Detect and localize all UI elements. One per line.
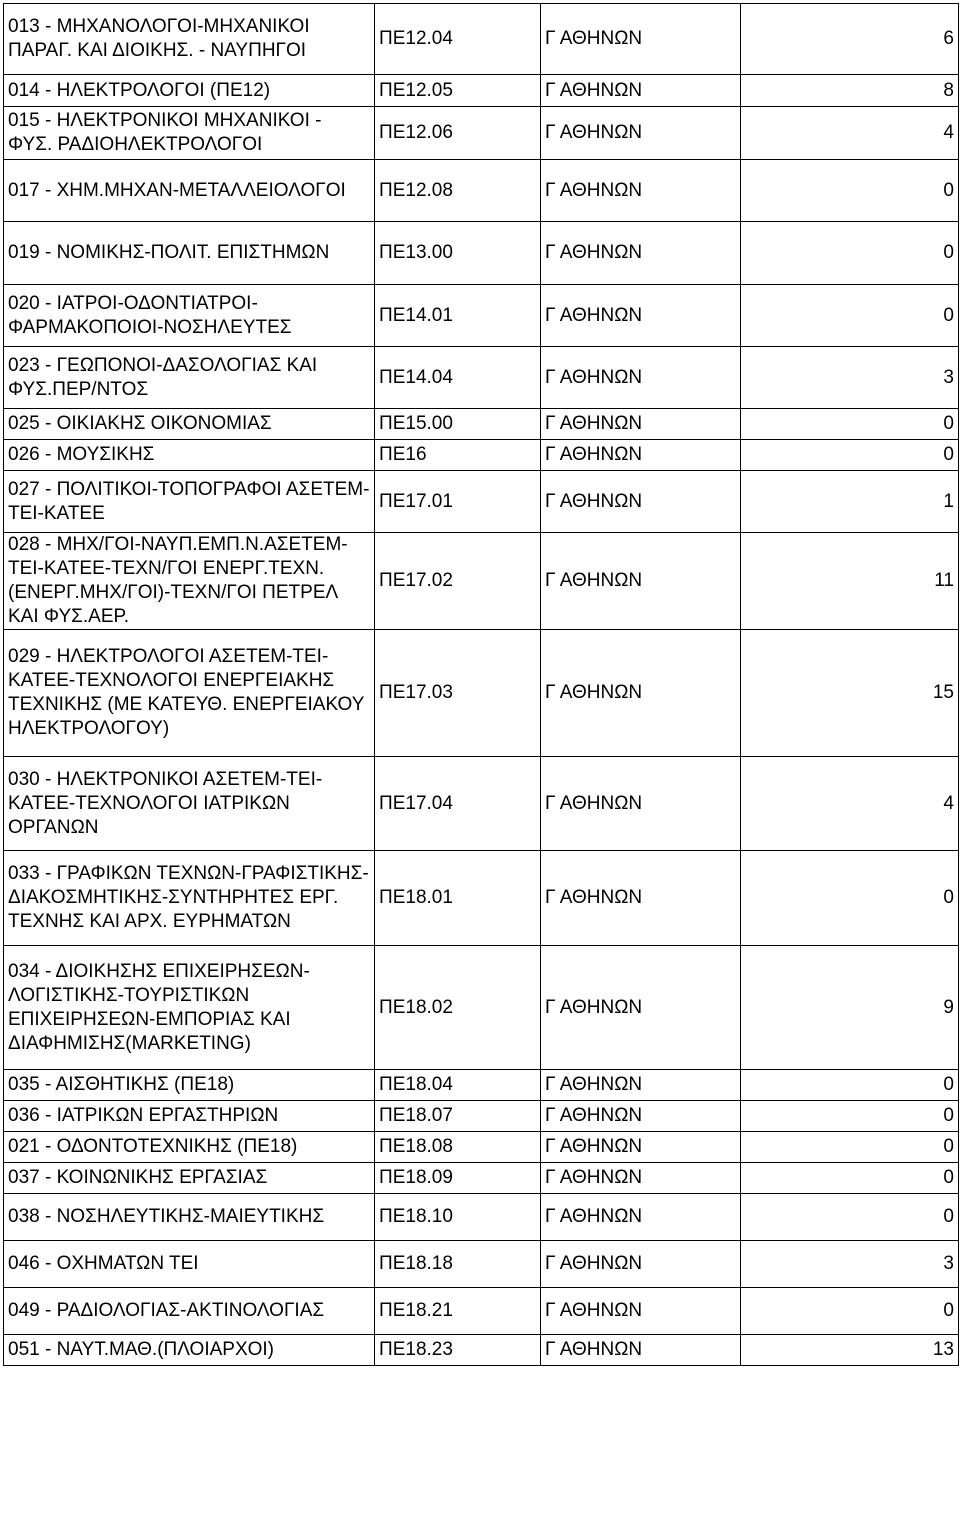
specialty-cell: 029 - ΗΛΕΚΤΡΟΛΟΓΟΙ ΑΣΕΤΕΜ-ΤΕΙ-ΚΑΤΕΕ-ΤΕΧΝΟΛΟΓΟΙ ΕΝΕΡΓΕΙΑΚΗΣ ΤΕΧΝΙΚΗΣ (ΜΕ ΚΑΤΕΥΘ. ΕΝΕΡΓΕΙΑΚΟΥ ΗΛΕΚΤΡΟΛΟΓΟΥ) [4, 630, 375, 757]
count-cell: 0 [741, 851, 959, 946]
table-row [4, 471, 959, 533]
count-cell: 3 [741, 347, 959, 409]
specialty-cell: 034 - ΔΙΟΙΚΗΣΗΣ ΕΠΙΧΕΙΡΗΣΕΩΝ-ΛΟΓΙΣΤΙΚΗΣ-ΤΟΥΡΙΣΤΙΚΩΝ ΕΠΙΧΕΙΡΗΣΕΩΝ-ΕΜΠΟΡΙΑΣ ΚΑΙ ΔΙΑΦΗΜΙΣΗΣ(MARKETING) [4, 946, 375, 1070]
area-cell: Γ ΑΘΗΝΩΝ [541, 75, 741, 107]
area-cell: Γ ΑΘΗΝΩΝ [541, 222, 741, 285]
code-cell: ΠΕ18.09 [375, 1163, 541, 1194]
area-cell: Γ ΑΘΗΝΩΝ [541, 347, 741, 409]
table-row [4, 1288, 959, 1335]
specialty-cell: 015 - ΗΛΕΚΤΡΟΝΙΚΟΙ ΜΗΧΑΝΙΚΟΙ - ΦΥΣ. ΡΑΔΙΟΗΛΕΚΤΡΟΛΟΓΟΙ [4, 107, 375, 160]
code-cell: ΠΕ16 [375, 440, 541, 471]
table-row [4, 757, 959, 851]
table-row [4, 1132, 959, 1163]
table-row [4, 160, 959, 222]
area-cell: Γ ΑΘΗΝΩΝ [541, 160, 741, 222]
area-cell: Γ ΑΘΗΝΩΝ [541, 757, 741, 851]
count-cell: 3 [741, 1241, 959, 1288]
code-cell: ΠΕ18.07 [375, 1101, 541, 1132]
count-cell: 0 [741, 1194, 959, 1241]
area-cell: Γ ΑΘΗΝΩΝ [541, 1335, 741, 1366]
code-cell: ΠΕ18.04 [375, 1070, 541, 1101]
code-cell: ΠΕ18.02 [375, 946, 541, 1070]
code-cell: ΠΕ13.00 [375, 222, 541, 285]
table-row [4, 4, 959, 75]
count-cell: 11 [741, 533, 959, 630]
count-cell: 0 [741, 1132, 959, 1163]
code-cell: ΠΕ12.06 [375, 107, 541, 160]
area-cell: Γ ΑΘΗΝΩΝ [541, 946, 741, 1070]
specialty-cell: 036 - ΙΑΤΡΙΚΩΝ ΕΡΓΑΣΤΗΡΙΩΝ [4, 1101, 375, 1132]
table-row [4, 1194, 959, 1241]
table-row [4, 1335, 959, 1366]
code-cell: ΠΕ17.03 [375, 630, 541, 757]
area-cell: Γ ΑΘΗΝΩΝ [541, 851, 741, 946]
area-cell: Γ ΑΘΗΝΩΝ [541, 1241, 741, 1288]
table-row [4, 440, 959, 471]
table-row [4, 1101, 959, 1132]
table-row [4, 409, 959, 440]
code-cell: ΠΕ18.23 [375, 1335, 541, 1366]
count-cell: 0 [741, 1288, 959, 1335]
area-cell: Γ ΑΘΗΝΩΝ [541, 533, 741, 630]
area-cell: Γ ΑΘΗΝΩΝ [541, 1163, 741, 1194]
code-cell: ΠΕ12.04 [375, 4, 541, 75]
area-cell: Γ ΑΘΗΝΩΝ [541, 107, 741, 160]
specialty-cell: 026 - ΜΟΥΣΙΚΗΣ [4, 440, 375, 471]
specialty-cell: 023 - ΓΕΩΠΟΝΟΙ-ΔΑΣΟΛΟΓΙΑΣ ΚΑΙ ΦΥΣ.ΠΕΡ/ΝΤΟΣ [4, 347, 375, 409]
table-row [4, 222, 959, 285]
count-cell: 0 [741, 160, 959, 222]
area-cell: Γ ΑΘΗΝΩΝ [541, 440, 741, 471]
count-cell: 1 [741, 471, 959, 533]
code-cell: ΠΕ18.10 [375, 1194, 541, 1241]
table-row [4, 533, 959, 630]
code-cell: ΠΕ12.05 [375, 75, 541, 107]
area-cell: Γ ΑΘΗΝΩΝ [541, 1132, 741, 1163]
specialty-cell: 030 - ΗΛΕΚΤΡΟΝΙΚΟΙ ΑΣΕΤΕΜ-ΤΕΙ-ΚΑΤΕΕ-ΤΕΧΝΟΛΟΓΟΙ ΙΑΤΡΙΚΩΝ ΟΡΓΑΝΩΝ [4, 757, 375, 851]
table-row [4, 1163, 959, 1194]
code-cell: ΠΕ18.21 [375, 1288, 541, 1335]
area-cell: Γ ΑΘΗΝΩΝ [541, 1070, 741, 1101]
count-cell: 4 [741, 757, 959, 851]
specialty-cell: 013 - ΜΗΧΑΝΟΛΟΓΟΙ-ΜΗΧΑΝΙΚΟΙ ΠΑΡΑΓ. ΚΑΙ ΔΙΟΙΚΗΣ. - ΝΑΥΠΗΓΟΙ [4, 4, 375, 75]
specialty-cell: 019 - ΝΟΜΙΚΗΣ-ΠΟΛΙΤ. ΕΠΙΣΤΗΜΩΝ [4, 222, 375, 285]
count-cell: 6 [741, 4, 959, 75]
specialty-cell: 049 - ΡΑΔΙΟΛΟΓΙΑΣ-ΑΚΤΙΝΟΛΟΓΙΑΣ [4, 1288, 375, 1335]
area-cell: Γ ΑΘΗΝΩΝ [541, 409, 741, 440]
count-cell: 4 [741, 107, 959, 160]
specialty-cell: 028 - ΜΗΧ/ΓΟΙ-ΝΑΥΠ.ΕΜΠ.Ν.ΑΣΕΤΕΜ-ΤΕΙ-ΚΑΤΕΕ-ΤΕΧΝ/ΓΟΙ ΕΝΕΡΓ.ΤΕΧΝ.(ΕΝΕΡΓ.ΜΗΧ/ΓΟΙ)-ΤΕΧΝ/ΓΟΙ ΠΕΤΡΕΛ ΚΑΙ ΦΥΣ.ΑΕΡ. [4, 533, 375, 630]
specialty-cell: 038 - ΝΟΣΗΛΕΥΤΙΚΗΣ-ΜΑΙΕΥΤΙΚΗΣ [4, 1194, 375, 1241]
count-cell: 15 [741, 630, 959, 757]
specialty-cell: 017 - ΧΗΜ.ΜΗΧΑΝ-ΜΕΤΑΛΛΕΙΟΛΟΓΟΙ [4, 160, 375, 222]
table-row [4, 347, 959, 409]
specialty-cell: 021 - ΟΔΟΝΤΟΤΕΧΝΙΚΗΣ (ΠΕ18) [4, 1132, 375, 1163]
count-cell: 0 [741, 1070, 959, 1101]
specialty-cell: 035 - ΑΙΣΘΗΤΙΚΗΣ (ΠΕ18) [4, 1070, 375, 1101]
specialty-cell: 014 - ΗΛΕΚΤΡΟΛΟΓΟΙ (ΠΕ12) [4, 75, 375, 107]
specialty-cell: 033 - ΓΡΑΦΙΚΩΝ ΤΕΧΝΩΝ-ΓΡΑΦΙΣΤΙΚΗΣ-ΔΙΑΚΟΣΜΗΤΙΚΗΣ-ΣΥΝΤΗΡΗΤΕΣ ΕΡΓ. ΤΕΧΝΗΣ ΚΑΙ ΑΡΧ. ΕΥΡΗΜΑΤΩΝ [4, 851, 375, 946]
code-cell: ΠΕ14.01 [375, 285, 541, 347]
count-cell: 0 [741, 440, 959, 471]
table-row [4, 630, 959, 757]
count-cell: 13 [741, 1335, 959, 1366]
specialty-cell: 046 - ΟΧΗΜΑΤΩΝ ΤΕΙ [4, 1241, 375, 1288]
specialty-cell: 037 - ΚΟΙΝΩΝΙΚΗΣ ΕΡΓΑΣΙΑΣ [4, 1163, 375, 1194]
count-cell: 0 [741, 222, 959, 285]
code-cell: ΠΕ18.08 [375, 1132, 541, 1163]
code-cell: ΠΕ17.04 [375, 757, 541, 851]
specialty-cell: 051 - ΝΑΥΤ.ΜΑΘ.(ΠΛΟΙΑΡΧΟΙ) [4, 1335, 375, 1366]
specialty-cell: 020 - ΙΑΤΡΟΙ-ΟΔΟΝΤΙΑΤΡΟΙ-ΦΑΡΜΑΚΟΠΟΙΟΙ-ΝΟΣΗΛΕΥΤΕΣ [4, 285, 375, 347]
count-cell: 8 [741, 75, 959, 107]
area-cell: Γ ΑΘΗΝΩΝ [541, 1194, 741, 1241]
count-cell: 0 [741, 285, 959, 347]
table-row [4, 1070, 959, 1101]
table-row [4, 75, 959, 107]
code-cell: ΠΕ17.02 [375, 533, 541, 630]
code-cell: ΠΕ18.18 [375, 1241, 541, 1288]
code-cell: ΠΕ14.04 [375, 347, 541, 409]
table-row [4, 1241, 959, 1288]
area-cell: Γ ΑΘΗΝΩΝ [541, 1288, 741, 1335]
code-cell: ΠΕ15.00 [375, 409, 541, 440]
specialty-cell: 025 - ΟΙΚΙΑΚΗΣ ΟΙΚΟΝΟΜΙΑΣ [4, 409, 375, 440]
area-cell: Γ ΑΘΗΝΩΝ [541, 285, 741, 347]
table-row [4, 851, 959, 946]
count-cell: 0 [741, 1101, 959, 1132]
area-cell: Γ ΑΘΗΝΩΝ [541, 471, 741, 533]
code-cell: ΠΕ17.01 [375, 471, 541, 533]
table-row [4, 107, 959, 160]
specialties-table [3, 3, 959, 1366]
count-cell: 0 [741, 1163, 959, 1194]
table-row [4, 285, 959, 347]
area-cell: Γ ΑΘΗΝΩΝ [541, 630, 741, 757]
specialties-table-body [4, 4, 959, 1366]
area-cell: Γ ΑΘΗΝΩΝ [541, 1101, 741, 1132]
code-cell: ΠΕ12.08 [375, 160, 541, 222]
area-cell: Γ ΑΘΗΝΩΝ [541, 4, 741, 75]
table-row [4, 946, 959, 1070]
specialty-cell: 027 - ΠΟΛΙΤΙΚΟΙ-ΤΟΠΟΓΡΑΦΟΙ ΑΣΕΤΕΜ-ΤΕΙ-ΚΑΤΕΕ [4, 471, 375, 533]
count-cell: 0 [741, 409, 959, 440]
code-cell: ΠΕ18.01 [375, 851, 541, 946]
count-cell: 9 [741, 946, 959, 1070]
